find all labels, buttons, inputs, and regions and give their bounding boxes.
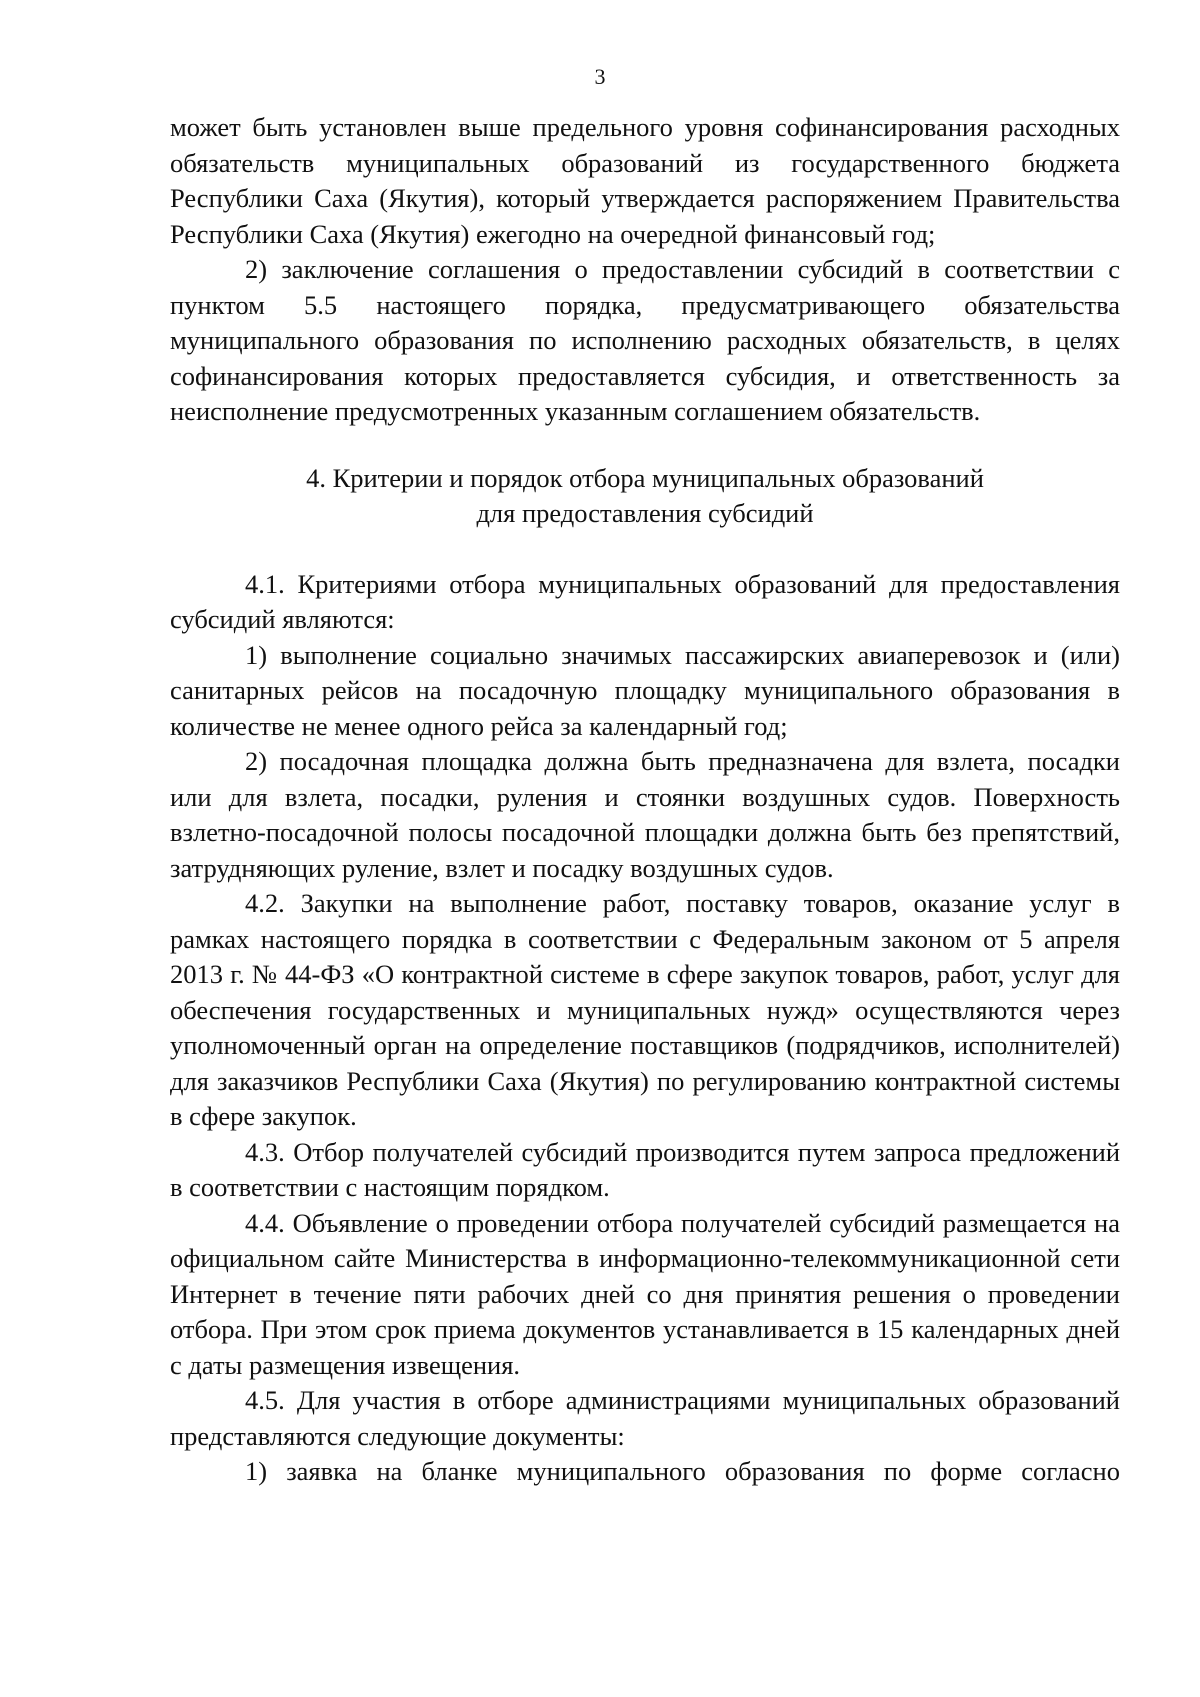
paragraph-item-2: 2) заключение соглашения о предоставлении субсидий в соответствии с пунктом 5.5 настоящего порядка, предусматривающего обязательства муниципального образования по исполнению расходных обязательств, в целях софинансирования которых предоставляется субсидия, и ответственность за неисполнение предусмотренных указанным соглашением обязательств.: [170, 254, 1120, 426]
paragraph-4-1-item-1: 1) выполнение социально значимых пассажирских авиаперевозок и (или) санитарных рейсов на посадочную площадку муниципального образования в количестве не менее одного рейса за календарный год;: [170, 639, 1120, 741]
section-heading: [170, 461, 1120, 532]
paragraph-continuation: может быть установлен выше предельного уровня софинансирования расходных обязательств муниципальных образований из государственного бюджета Республики Саха (Якутия), который утверждается распоряжением Правительства Республики Саха (Якутия) ежегодно на очередной финансовый год;: [170, 112, 1120, 249]
paragraph-4-3: 4.3. Отбор получателей субсидий производится путем запроса предложений в соответствии с настоящим порядком.: [170, 1136, 1120, 1202]
section-heading-line-1: 4. Критерии и порядок отбора муниципальных образований: [306, 462, 984, 493]
page-number: 3: [594, 64, 606, 89]
paragraph-4-2: 4.2. Закупки на выполнение работ, поставку товаров, оказание услуг в рамках настоящего порядка в соответствии с Федеральным законом от 5 апреля 2013 г. № 44-ФЗ «О контрактной системе в сфере закупок товаров, работ, услуг для обеспечения государственных и муниципальных нужд» осуществляются через уполномоченный орган на определение поставщиков (подрядчиков, исполнителей) для заказчиков Республики Саха (Якутия) по регулированию контрактной системы в сфере закупок.: [170, 888, 1120, 1131]
paragraph-4-4: 4.4. Объявление о проведении отбора получателей субсидий размещается на официальном сайте Министерства в информационно-телекоммуникационной сети Интернет в течение пяти рабочих дней со дня принятия решения о проведении отбора. При этом срок приема документов устанавливается в 15 календарных дней с даты размещения извещения.: [170, 1207, 1120, 1380]
section-heading-line-2: для предоставления субсидий: [476, 498, 814, 528]
document-body: [170, 110, 1120, 1490]
paragraph-4-5-item-1: 1) заявка на бланке муниципального образования по форме согласно: [245, 1456, 1120, 1486]
paragraph-4-1-item-2: 2) посадочная площадка должна быть предназначена для взлета, посадки или для взлета, посадки, руления и стоянки воздушных судов. Поверхность взлетно-посадочной полосы посадочной площадки должна быть без препятствий, затрудняющих руление, взлет и посадку воздушных судов.: [170, 746, 1120, 883]
paragraph-4-1: 4.1. Критериями отбора муниципальных образований для предоставления субсидий являются:: [170, 568, 1120, 634]
paragraph-4-5: 4.5. Для участия в отборе администрациями муниципальных образований представляются следующие документы:: [170, 1385, 1120, 1451]
